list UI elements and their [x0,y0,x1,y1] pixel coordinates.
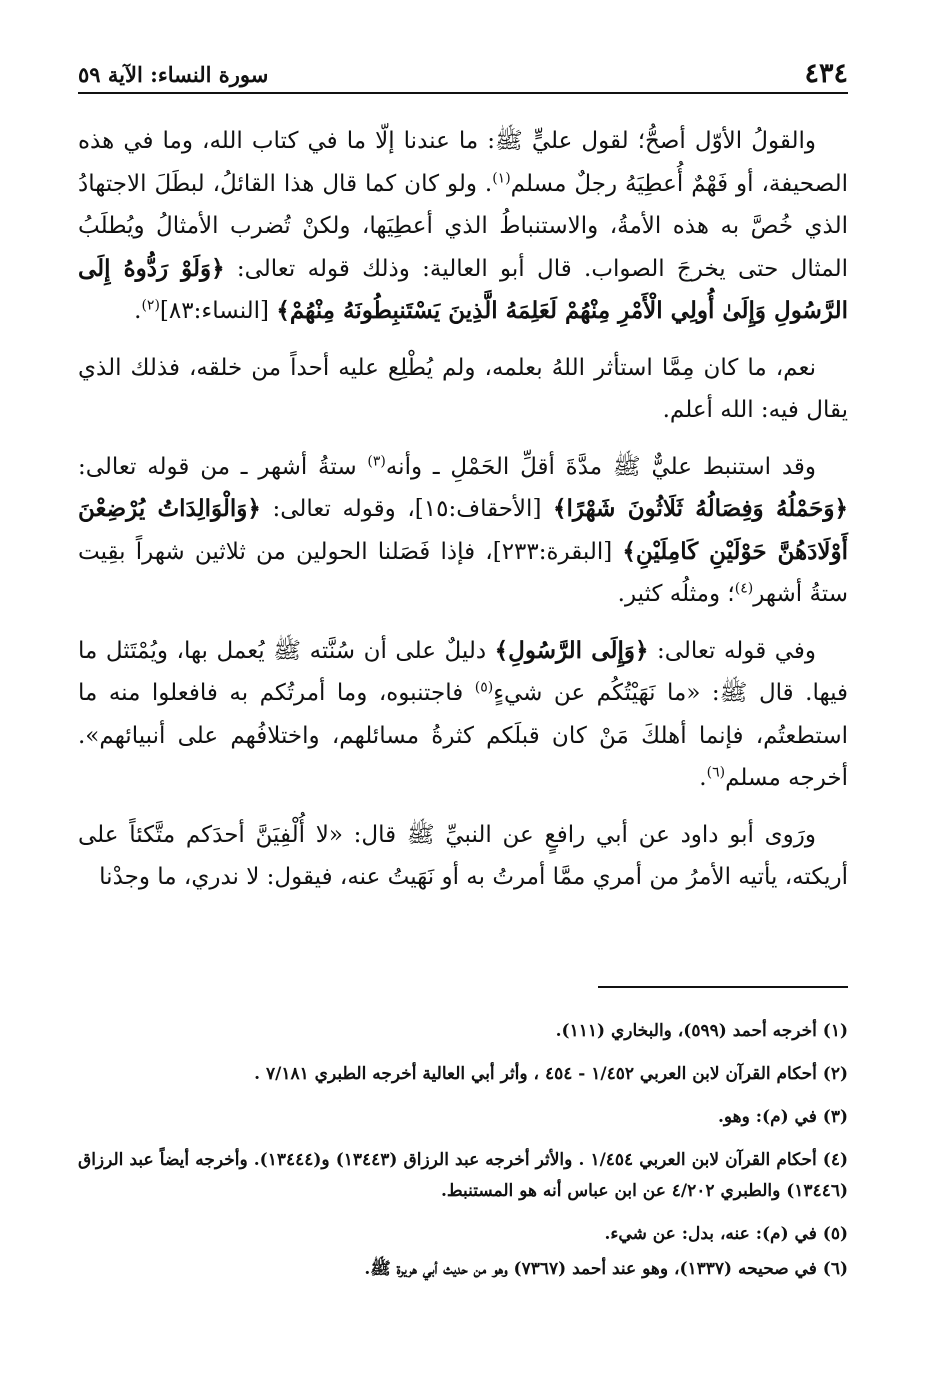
footnote-6: (٦) في صحيحه (١٣٣٧)، وهو عند أحمد (٧٣٦٧) وهو من حديث أبي هريرة ﷺ. [364,1259,848,1279]
text-run: دليلٌ على أن سُنَّته ﷺ يُعمل بها، ويُمْتَثل ما فيها. قال ﷺ: «ما نَهَيْتُكُم عن شيءٍ [78,637,849,706]
footnote-2: (٢) أحكام القرآن لابن العربي ١/٤٥٢ - ٤٥٤ ، وأثر أبي العالية أخرجه الطبري ٧/١٨١ . [254,1064,848,1084]
page-number: ٤٣٤ [804,58,848,89]
quran-verse: ﴿وَلَوْ رَدُّوهُ إِلَى الرَّسُولِ وَإِلَىٰ أُولِي الْأَمْرِ مِنْهُمْ لَعَلِمَهُ الَّذِينَ يَسْتَنبِطُونَهُ مِنْهُمْ﴾ [78,254,848,324]
paragraph-5: ورَوى أبو داود عن أبي رافعٍ عن النبيِّ ﷺ قال: «لا أُلْفِيَنَّ أحدَكم متَّكئاً على أريكته، يأتيه الأمرُ من أمري ممَّا أمرتُ به أو نَهَيتُ عنه، فيقول: لا ندري، ما وجدْنا [78,821,848,890]
text-run: . ولو كان كما قال هذا القائلُ، لبطَلَ الاجتهادُ الذي خُصَّ به هذه الأمةُ، والاستنباطُ الذي أعطِيَها، ولكنْ تُضرب الأمثالُ ويُطلَبُ المثال حتى يخرجَ الصواب. قال أبو العالية: وذلك قوله تعالى: [78,170,848,282]
footnote-ref-3: (٣) [367,452,386,469]
paragraph-1 [78,120,848,333]
footnote-ref-2: (٢) [141,297,160,314]
footnotes [78,1016,848,1297]
quran-verse: ﴿وَالْوَالِدَاتُ يُرْضِعْنَ أَوْلَادَهُنَّ حَوْلَيْنِ كَامِلَيْنِ﴾ [78,495,848,565]
quran-verse: ﴿وَحَمْلُهُ وَفِصَالُهُ ثَلَاثُونَ شَهْرًا﴾ [553,495,848,522]
text-run: وقد استنبط عليٌّ ﷺ مدَّةَ أقلِّ الحَمْلِ ـ وأنه [385,453,817,480]
footnote-ref-6: (٦) [706,764,726,781]
running-head: سورة النساء: الآية ٥٩ [78,62,269,87]
footnote-4: (٤) أحكام القرآن لابن العربي ١/٤٥٤ . والأثر أخرجه عبد الرزاق (١٣٤٤٣) و(١٣٤٤٤). وأخرجه أيضاً عبد الرزاق (١٣٤٤٦) والطبري ٤/٢٠٢ عن ابن عباس أنه هو المستنبط. [78,1150,848,1201]
text-run: والقولُ الأوّل أصحُّ؛ لقول عليٍّ ﷺ: ما عندنا إلّا ما في كتاب الله، وما في هذه الصحيفة، أو فَهْمٌ أُعطِيَهُ رجلٌ مسلم [78,128,848,197]
text-run: ؛ ومثلُه كثير. [617,581,735,607]
footnote-ref-5: (٥) [474,679,494,696]
paragraph-4 [78,630,848,800]
footnote-1: (١) أخرجه أحمد (٥٩٩)، والبخاري (١١١). [555,1021,848,1041]
footnote-3: (٣) في (م): وهو. [717,1107,848,1127]
quran-verse: ﴿وَإِلَى الرَّسُولِ﴾ [494,636,649,664]
verse-citation: [الأحقاف:١٥]، وقوله تعالى: [260,496,553,522]
footnote-ref-1: (١) [492,169,511,186]
page-header [78,52,848,94]
main-text [78,120,848,913]
footnote-5: (٥) في (م): عنه، بدل: عن شيء. [604,1224,848,1244]
text-run: . [699,765,707,791]
paragraph-2: نعم، ما كان مِمَّا استأثر اللهُ بعلمه، ولم يُطْلِع عليه أحداً من خلقه، فذلك الذي يقال فيه: الله أعلم. [78,354,848,423]
verse-citation: [النساء:٨٣] [159,298,277,324]
paragraph-3 [78,446,848,616]
text-run: ستةُ أشهر ـ من قوله تعالى: [78,453,368,480]
text-run: . [134,298,142,324]
text-run: [البقرة:٢٣٣]، فإذا فَصَلنا الحولين من ثلاثين شهراً بقِيت ستةُ أشهر [78,538,848,607]
text-run: وفي قوله تعالى: [648,637,816,664]
footnote-separator [598,986,848,988]
text-run: فاجتنبوه، وما أمرتُكم به فافعلوا منه ما استطعتُم، فإنما أهلكَ مَنْ كان قبلَكم كثرةُ مسائلهم، واختلافُهم على أنبيائهم». أخرجه مسلم [78,680,848,791]
footnote-ref-4: (٤) [734,580,754,597]
